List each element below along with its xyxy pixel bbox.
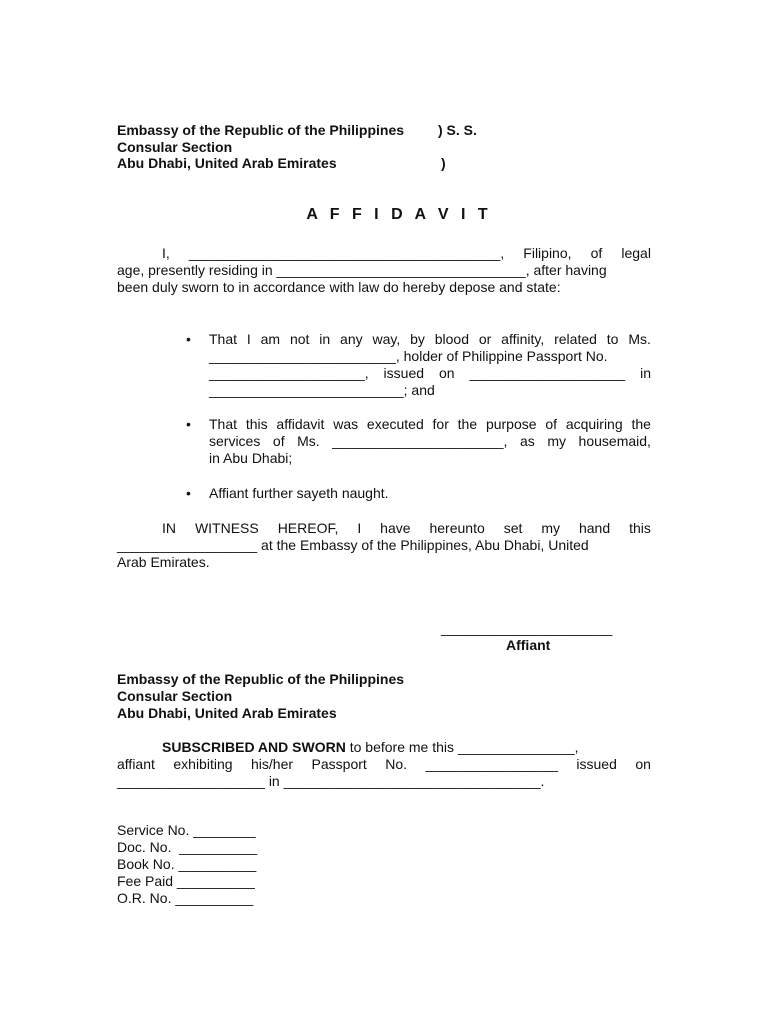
subscribed-line-2-word: exhibiting — [173, 756, 233, 772]
witness-line-1-word: this — [629, 520, 651, 536]
witness-line-1-word: IN — [162, 520, 176, 536]
intro-line-2: age, presently residing in ________________________________, after having — [117, 262, 607, 278]
bullet1-line-1-word: by — [410, 331, 425, 347]
subscribed-line-3: ___________________ in _________________________________. — [117, 773, 545, 789]
witness-line-1-word: I — [357, 520, 362, 536]
bullet1-line-1-word: to — [606, 331, 619, 347]
subscribed-line-2-word: No. — [385, 756, 408, 772]
bullet2-line-2-word: my — [547, 433, 566, 449]
bullet-dot-1: • — [186, 331, 191, 347]
header-embassy: Embassy of the Republic of the Philippines — [117, 122, 405, 138]
bullet2-line-3: in Abu Dhabi; — [209, 450, 293, 466]
subscribed-line-2-word: his/her — [251, 756, 294, 772]
header-ss: ) S. S. — [438, 122, 477, 138]
bullet-dot-2: • — [186, 416, 191, 432]
signature-line: ______________________ — [441, 620, 613, 636]
bullet1-line-1-word: not — [289, 331, 310, 347]
subscribed-line-2-word: _________________ — [425, 756, 558, 772]
subscribed-line-2-word: Passport — [311, 756, 367, 772]
footer-embassy: Embassy of the Republic of the Philippines — [117, 671, 405, 687]
bullet2-line-2-word: ______________________, — [332, 433, 508, 449]
bullet1-line-1-word: That — [209, 331, 238, 347]
subscribed-line-2-word: affiant — [117, 756, 155, 772]
intro-line-1-word: ________________________________________, — [188, 245, 505, 261]
bullet-dot-3: • — [186, 485, 191, 501]
subscribed-line-1 — [162, 739, 579, 756]
bullet2-line-1-word: the — [631, 416, 651, 432]
bullet1-line-1-word: affinity, — [501, 331, 545, 347]
header-paren: ) — [441, 155, 446, 171]
bullet1-line-1-word: am — [260, 331, 281, 347]
witness-line-1 — [162, 520, 651, 537]
record-doc-no: Doc. No. __________ — [117, 839, 258, 855]
bullet1-line-3-word: on — [438, 365, 455, 381]
bullet2-line-1-word: this — [245, 416, 268, 432]
witness-line-1-word: hereunto — [429, 520, 485, 536]
intro-line-1-word: legal — [621, 245, 651, 261]
bullet2-line-1 — [209, 416, 651, 433]
bullet2-line-1-word: for — [432, 416, 449, 432]
subscribed-rest: to before me this _______________, — [349, 739, 579, 755]
bullet1-line-1-word: way, — [372, 331, 401, 347]
header-location: Abu Dhabi, United Arab Emirates — [117, 155, 337, 171]
bullet2-line-1-word: acquiring — [565, 416, 623, 432]
bullet2-line-1-word: of — [545, 416, 558, 432]
witness-line-1-word: HEREOF, — [277, 520, 339, 536]
bullet2-line-1-word: purpose — [485, 416, 537, 432]
intro-line-1-word: Filipino, — [523, 245, 572, 261]
witness-line-1-word: my — [541, 520, 561, 536]
witness-line-1-word: hand — [578, 520, 611, 536]
record-fee-paid: Fee Paid __________ — [117, 873, 255, 889]
bullet1-line-3 — [209, 365, 651, 382]
intro-line-3: been duly sworn to in accordance with law do hereby depose and state: — [117, 279, 561, 295]
bullet2-line-2-word: Ms. — [297, 433, 320, 449]
bullet1-line-2: ________________________, holder of Philippine Passport No. — [209, 348, 608, 364]
subscribed-line-2-word: issued — [576, 756, 617, 772]
bullet2-line-2-word: as — [519, 433, 535, 449]
bullet1-line-1-word: in — [319, 331, 331, 347]
header-consular: Consular Section — [117, 139, 233, 155]
bullet3-line-1: Affiant further sayeth naught. — [209, 485, 389, 501]
subscribed-line-2-word: on — [635, 756, 651, 772]
footer-consular: Consular Section — [117, 688, 233, 704]
bullet2-line-1-word: the — [457, 416, 478, 432]
record-service-no: Service No. ________ — [117, 822, 256, 838]
bullet1-line-1-word: any — [340, 331, 363, 347]
bullet2-line-1-word: executed — [366, 416, 424, 432]
subscribed-bold: SUBSCRIBED AND SWORN — [162, 739, 346, 755]
bullet1-line-1-word: related — [554, 331, 597, 347]
intro-line-1 — [162, 245, 651, 262]
bullet2-line-1-word: affidavit — [276, 416, 325, 432]
witness-line-2: __________________ at the Embassy of the Philippines, Abu Dhabi, United — [117, 537, 589, 553]
bullet1-line-1-word: blood — [434, 331, 469, 347]
bullet1-line-3-word: ____________________, — [209, 365, 369, 381]
intro-line-1-word: I, — [162, 245, 170, 261]
witness-line-1-word: set — [503, 520, 523, 536]
bullet1-line-1-word: Ms. — [628, 331, 651, 347]
witness-line-3: Arab Emirates. — [117, 554, 210, 570]
record-or-no: O.R. No. __________ — [117, 890, 254, 906]
record-book-no: Book No. __________ — [117, 856, 257, 872]
bullet1-line-3-word: ____________________ — [469, 365, 626, 381]
bullet2-line-2-word: housemaid, — [578, 433, 651, 449]
bullet2-line-2 — [209, 433, 651, 450]
bullet1-line-1 — [209, 331, 651, 348]
bullet2-line-2-word: of — [272, 433, 285, 449]
bullet2-line-1-word: That — [209, 416, 238, 432]
bullet1-line-1-word: I — [246, 331, 251, 347]
signature-label: Affiant — [506, 637, 551, 653]
witness-line-1-word: have — [380, 520, 411, 536]
subscribed-line-2 — [117, 756, 651, 773]
witness-line-1-word: WITNESS — [194, 520, 259, 536]
bullet2-line-2-word: services — [209, 433, 261, 449]
bullet1-line-1-word: or — [478, 331, 492, 347]
bullet1-line-3-word: in — [640, 365, 651, 381]
footer-location: Abu Dhabi, United Arab Emirates — [117, 705, 337, 721]
document-title: A F F I D A V I T — [306, 206, 492, 223]
bullet1-line-4: _________________________; and — [209, 382, 435, 398]
bullet2-line-1-word: was — [333, 416, 359, 432]
bullet1-line-3-word: issued — [383, 365, 425, 381]
intro-line-1-word: of — [590, 245, 603, 261]
